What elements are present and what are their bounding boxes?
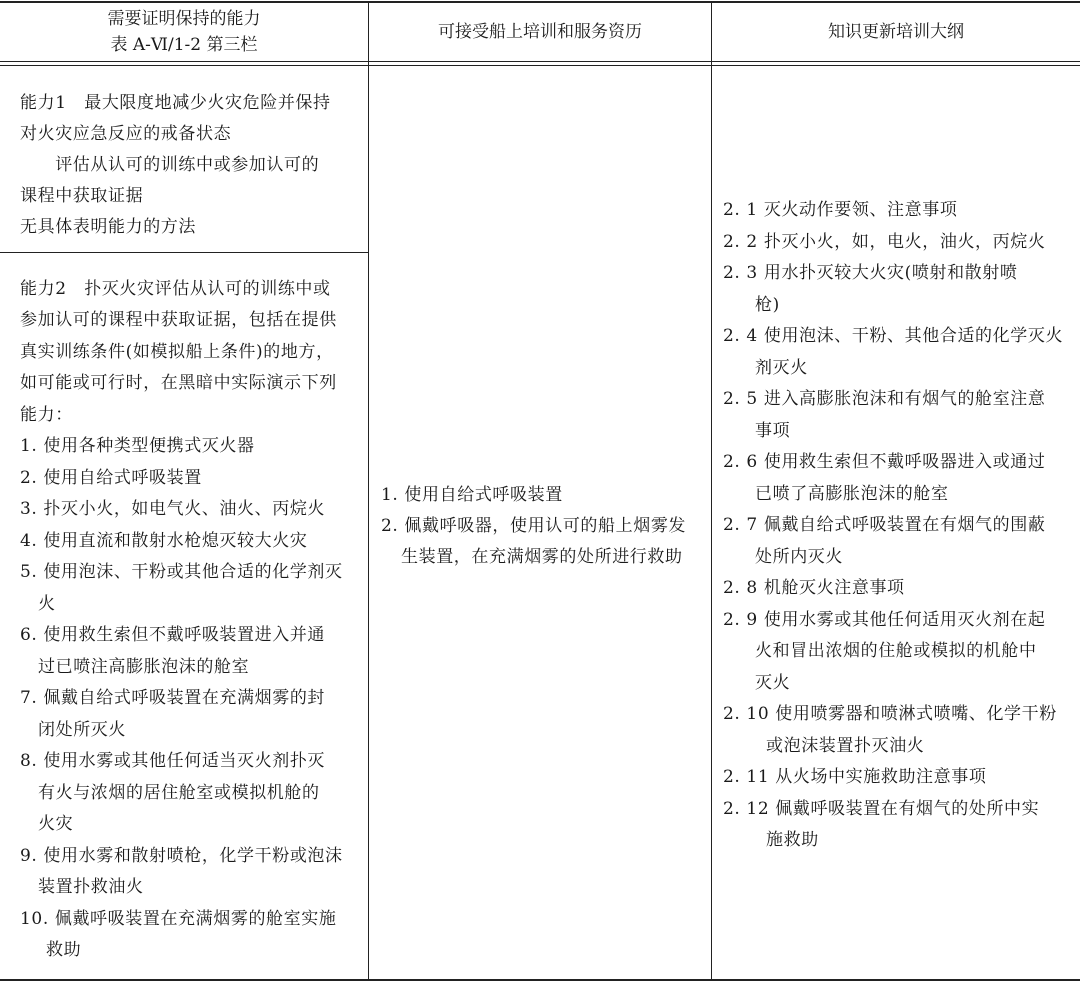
- col1-cell2-line: 能力2 扑灭火灾评估从认可的训练中或: [20, 279, 331, 299]
- col3-line: 枪): [755, 295, 780, 315]
- col3-line: 2. 12 佩戴呼吸装置在有烟气的处所中实: [723, 799, 1040, 819]
- col3-line: 剂灭火: [755, 358, 808, 378]
- col1-cell2-line: 6. 使用救生索但不戴呼吸装置进入并通: [20, 625, 326, 645]
- col1-cell2-line: 闭处所灭火: [38, 720, 126, 740]
- col1-cell2-line: 火灾: [38, 814, 74, 834]
- col1-cell2-line: 救助: [46, 940, 82, 960]
- col3-line: 火和冒出浓烟的住舱或模拟的机舱中: [755, 641, 1037, 661]
- table-bottom-rule: [0, 979, 1080, 981]
- col1-cell2-line: 7. 佩戴自给式呼吸装置在充满烟雾的封: [20, 688, 326, 708]
- col1-cell2-line: 真实训练条件(如模拟船上条件)的地方，: [20, 342, 334, 362]
- col3-line: 施救助: [766, 830, 819, 850]
- cell-divider: [0, 252, 368, 253]
- col1-cell1-line: 无具体表明能力的方法: [20, 217, 196, 237]
- col1-cell2-line: 3. 扑灭小火，如电气火、油火、丙烷火: [20, 499, 326, 519]
- col1-cell2-line: 5. 使用泡沫、干粉或其他合适的化学剂灭: [20, 562, 343, 582]
- header-col1-line2: 表 A-Ⅵ/1-2 第三栏: [110, 35, 258, 55]
- header-col3: 知识更新培训大纲: [828, 22, 964, 42]
- col3-line: 2. 7 佩戴自给式呼吸装置在有烟气的围蔽: [723, 515, 1046, 535]
- col2-line: 1. 使用自给式呼吸装置: [381, 485, 563, 505]
- table-top-rule: [0, 1, 1080, 3]
- header-col1: [0, 6, 368, 58]
- col1-cell2-line: 能力：: [20, 405, 73, 425]
- column-divider-1: [368, 3, 369, 979]
- header-col2: 可接受船上培训和服务资历: [438, 22, 642, 42]
- col3-line: 2. 5 进入高膨胀泡沫和有烟气的舱室注意: [723, 389, 1046, 409]
- col3-line: 2. 1 灭火动作要领、注意事项: [723, 200, 958, 220]
- col1-cell2-line: 火: [38, 594, 56, 614]
- col2-line: 生装置，在充满烟雾的处所进行救助: [401, 547, 683, 567]
- col1-cell2-line: 参加认可的课程中获取证据，包括在提供: [20, 310, 337, 330]
- col3-line: 已喷了高膨胀泡沫的舱室: [755, 484, 949, 504]
- header-rule-double: [0, 65, 1080, 66]
- col1-cell1-line: 能力1 最大限度地减少火灾危险并保持: [20, 93, 331, 113]
- col3-line: 2. 6 使用救生索但不戴呼吸器进入或通过: [723, 452, 1046, 472]
- col3-line: 2. 8 机舱灭火注意事项: [723, 578, 905, 598]
- col3-line: 或泡沫装置扑灭油火: [766, 736, 925, 756]
- col1-cell2-line: 装置扑救油火: [38, 877, 144, 897]
- col1-cell2-line: 1. 使用各种类型便携式灭火器: [20, 436, 255, 456]
- col1-cell1-line: 评估从认可的训练中或参加认可的: [20, 155, 320, 175]
- col3-line: 2. 10 使用喷雾器和喷淋式喷嘴、化学干粉: [723, 704, 1057, 724]
- col1-cell2-line: 10. 佩戴呼吸装置在充满烟雾的舱室实施: [20, 909, 337, 929]
- col3-line: 2. 11 从火场中实施救助注意事项: [723, 767, 987, 787]
- col1-cell2-line: 4. 使用直流和散射水枪熄灭较大火灾: [20, 531, 308, 551]
- col3-line: 2. 4 使用泡沫、干粉、其他合适的化学灭火: [723, 326, 1064, 346]
- column-divider-2: [711, 3, 712, 979]
- col1-cell2-line: 9. 使用水雾和散射喷枪，化学干粉或泡沫: [20, 846, 343, 866]
- col1-cell2-line: 2. 使用自给式呼吸装置: [20, 468, 202, 488]
- col1-cell1-line: 课程中获取证据: [20, 186, 144, 206]
- col1-cell1-line: 对火灾应急反应的戒备状态: [20, 124, 232, 144]
- col2-line: 2. 佩戴呼吸器，使用认可的船上烟雾发: [381, 516, 687, 536]
- col3-line: 事项: [755, 421, 791, 441]
- header-rule: [0, 61, 1080, 62]
- col3-line: 2. 3 用水扑灭较大火灾(喷射和散射喷: [723, 263, 1018, 283]
- col1-cell2-line: 有火与浓烟的居住舱室或模拟机舱的: [38, 783, 320, 803]
- col1-cell2-line: 过已喷注高膨胀泡沫的舱室: [38, 657, 250, 677]
- col3-line: 2. 9 使用水雾或其他任何适用灭火剂在起: [723, 610, 1046, 630]
- col3-line: 2. 2 扑灭小火，如，电火，油火，丙烷火: [723, 232, 1046, 252]
- header-col1-line1: 需要证明保持的能力: [107, 9, 261, 29]
- col3-line: 处所内灭火: [755, 547, 843, 567]
- col1-cell2-line: 如可能或可行时，在黑暗中实际演示下列: [20, 373, 337, 393]
- col3-line: 灭火: [755, 673, 791, 693]
- col1-cell2-line: 8. 使用水雾或其他任何适当灭火剂扑灭: [20, 751, 326, 771]
